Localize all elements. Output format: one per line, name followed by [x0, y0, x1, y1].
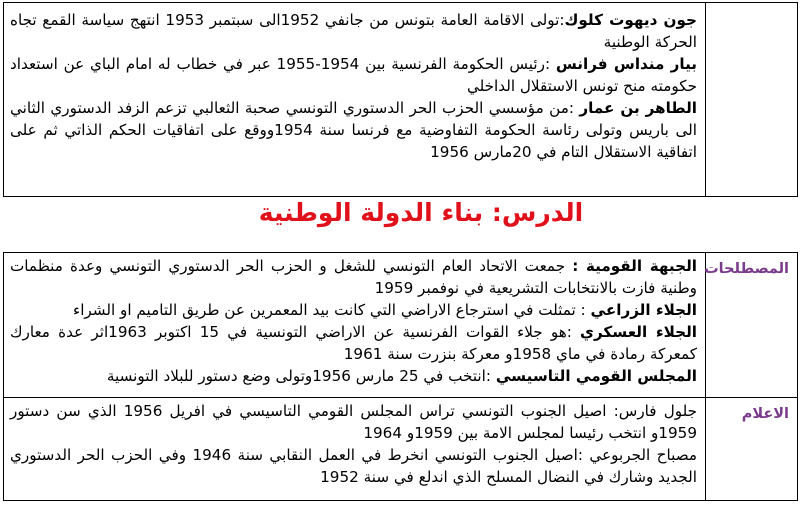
figure-text: جلول فارس: اصيل الجنوب التونسي تراس المجلس القومي التاسيسي في افريل 1956 الذي سن دستور 1959و انتخب رئيسا لمجلس الامة بين 1959و 1964	[10, 402, 697, 442]
term-name: الجلاء العسكري	[580, 323, 697, 341]
figure-text: مصباح الجربوعي :اصيل الجنوب التونسي انخرط في العمل النقابي سنة 1946 وفي الحزب الحر الدستوري الجديد وشارك في النضال المسلح الذي اندلع في سنة 1952	[10, 446, 697, 486]
terms-content-cell	[4, 253, 706, 398]
terms-label-cell	[706, 253, 798, 398]
entry-text: :من مؤسسي الحزب الحر الدستوري التونسي صحبة الثعالبي تزعم الزفد الدستوري الثاني الى باريس وتولى رئاسة الحكومة التفاوضية مع فرنسا سنة 1954ووقع على اتفاقيات الحكم الذاتي ثم على اتفاقية الاستقلال التام في 20مارس 1956	[10, 99, 697, 161]
term-paragraph	[10, 255, 697, 299]
lesson-table	[3, 252, 798, 501]
figures-label-cell	[706, 398, 798, 501]
entry-text: :رئيس الحكومة الفرنسية بين 1954-1955 عبر في خطاب له امام الباي عن استعداد حكومته منح تونس الاستقلال الداخلي	[10, 55, 697, 95]
term-paragraph	[10, 321, 697, 365]
term-paragraph	[10, 365, 697, 387]
term-name: الجبهة القومية :	[572, 257, 697, 275]
section-label-top	[706, 3, 797, 11]
entry-name: جون ديهوت كلوك	[564, 11, 697, 29]
entry-paragraph	[10, 9, 697, 53]
term-text: جمعت الاتحاد العام التونسي للشغل و الحزب الحر الدستوري التونسي وعدة منظمات وطنية فازت بالانتخابات التشريعية في نوفمبر 1959	[10, 257, 697, 297]
terms-label: المصطلحات	[704, 261, 789, 277]
entry-name: الطاهر بن عمار	[579, 99, 697, 117]
entry-name: بيار منداس فرانس	[555, 55, 697, 73]
figure-paragraph	[10, 400, 697, 444]
lesson-title-row	[0, 198, 802, 227]
figures-label: الاعلام	[741, 406, 789, 422]
figures-content-cell	[4, 398, 706, 501]
term-text: :هو جلاء القوات الفرنسية عن الاراضي التونسية في 15 اكتوبر 1963اثر عدة معارك كمعركة رمادة في ماي 1958و معركة بنزرت سنة 1961	[10, 323, 697, 363]
term-name: المجلس القومي التاسيسي	[495, 367, 697, 385]
term-name: الجلاء الزراعي	[590, 301, 697, 319]
term-text: : تمثلت في استرجاع الاراضي التي كانت بيد المعمرين عن طريق التاميم او الشراء	[73, 301, 591, 319]
content-cell-top	[4, 3, 706, 197]
figures-content	[4, 398, 705, 488]
label-cell-top	[706, 3, 798, 197]
entry-paragraph	[10, 97, 697, 163]
lesson-title: الدرس: بناء الدولة الوطنية	[258, 198, 584, 227]
figures-table-top	[3, 2, 798, 197]
term-paragraph	[10, 299, 697, 321]
entry-paragraph	[10, 53, 697, 97]
content-top	[4, 3, 705, 163]
entry-text: :تولى الاقامة العامة بتونس من جانفي 1952الى سبتمبر 1953 انتهج سياسة القمع تجاه الحركة الوطنية	[10, 11, 697, 51]
terms-content	[4, 253, 705, 387]
figure-paragraph	[10, 444, 697, 488]
term-text: :انتخب في 25 مارس 1956وتولى وضع دستور للبلاد التونسية	[106, 367, 496, 385]
